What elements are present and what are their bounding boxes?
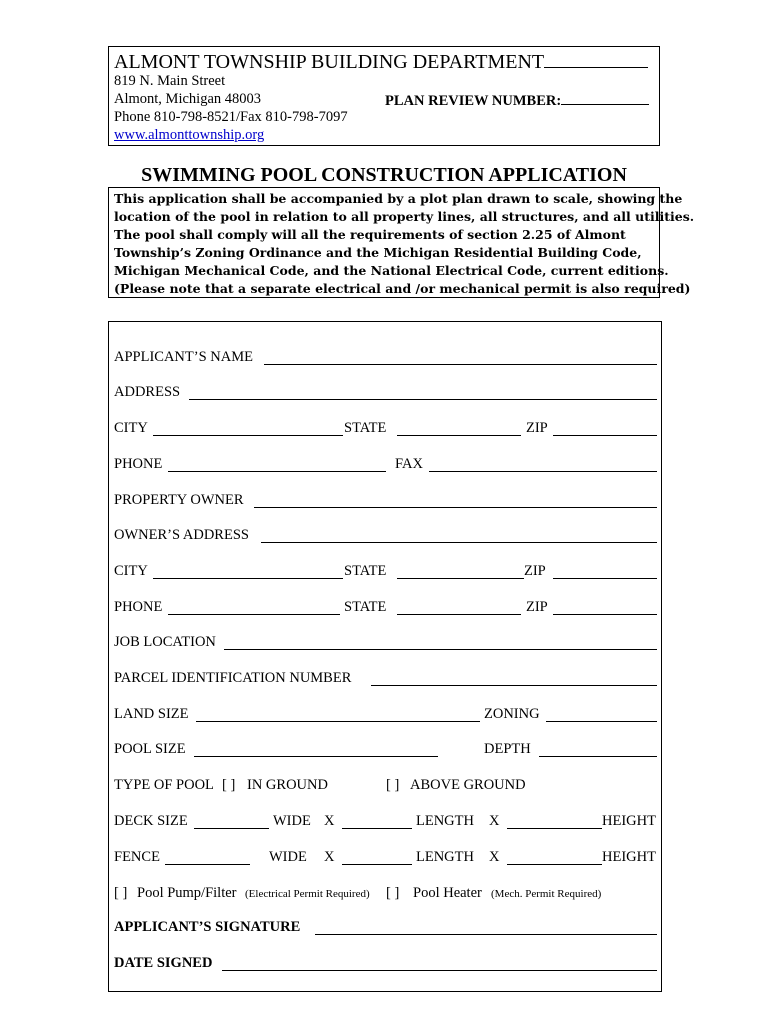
pool-heater-label: Pool Heater xyxy=(413,885,482,901)
pool-type-label: TYPE OF POOL xyxy=(114,777,214,793)
fence-label: FENCE xyxy=(114,849,160,865)
deck-length-field[interactable] xyxy=(342,828,412,829)
fence-x-2: X xyxy=(489,849,500,865)
instructions-line: (Please note that a separate electrical and /or mechanical permit is also required) xyxy=(114,281,691,296)
owners-address-field[interactable] xyxy=(261,542,657,543)
property-owner-row xyxy=(114,492,657,512)
owner-state-field-2[interactable] xyxy=(397,614,521,615)
plan-review-number xyxy=(385,91,649,110)
date-signed-label: DATE SIGNED xyxy=(114,955,213,971)
deck-x-1: X xyxy=(324,813,335,829)
owner-zip-field-2[interactable] xyxy=(553,614,657,615)
deck-height-field[interactable] xyxy=(507,828,602,829)
form-title: SWIMMING POOL CONSTRUCTION APPLICATION xyxy=(141,164,627,186)
instructions-box xyxy=(108,187,695,298)
deck-wide-label: WIDE xyxy=(273,813,311,829)
deck-x-2: X xyxy=(489,813,500,829)
city-field[interactable] xyxy=(153,435,343,436)
website-link[interactable]: www.almonttownship.org xyxy=(114,127,265,143)
phone-fax-row xyxy=(114,456,657,476)
job-location-row xyxy=(114,634,657,654)
pool-size-label: POOL SIZE xyxy=(114,741,186,757)
address-field[interactable] xyxy=(189,399,657,400)
applicant-name-field[interactable] xyxy=(264,364,657,365)
owner-city-state-zip-row xyxy=(114,563,657,583)
city-state-zip: Almont, Michigan 48003 xyxy=(114,91,262,107)
application-form xyxy=(108,321,662,992)
address-row xyxy=(114,384,657,404)
website xyxy=(114,127,264,144)
header-box xyxy=(108,46,660,146)
instructions-line: location of the pool in relation to all property lines, all structures, and all utilities. xyxy=(114,209,695,224)
zoning-label: ZONING xyxy=(484,706,540,722)
above-ground-checkbox[interactable]: [ ] xyxy=(386,777,400,793)
instructions-line: Township’s Zoning Ordinance and the Michigan Residential Building Code, xyxy=(114,245,642,260)
parcel-id-field[interactable] xyxy=(371,685,657,686)
fax-label: FAX xyxy=(395,456,423,472)
phone-fax: Phone 810-798-8521/Fax 810-798-7097 xyxy=(114,109,348,125)
phone-label: PHONE xyxy=(114,456,163,472)
property-owner-field[interactable] xyxy=(254,507,657,508)
pool-size-field[interactable] xyxy=(194,756,438,757)
pool-size-row xyxy=(114,741,657,761)
job-location-label: JOB LOCATION xyxy=(114,634,216,650)
applicant-name-label: APPLICANT’S NAME xyxy=(114,349,253,365)
deck-length-label: LENGTH xyxy=(416,813,474,829)
plan-review-input-line[interactable] xyxy=(561,91,649,105)
owner-city-label: CITY xyxy=(114,563,148,579)
pool-heater-checkbox[interactable]: [ ] xyxy=(386,885,400,901)
state-field[interactable] xyxy=(397,435,521,436)
street-address: 819 N. Main Street xyxy=(114,73,226,89)
zip-label: ZIP xyxy=(526,420,548,436)
land-size-field[interactable] xyxy=(196,721,480,722)
land-size-row xyxy=(114,706,657,726)
address-label: ADDRESS xyxy=(114,384,181,400)
owners-address-row xyxy=(114,527,657,547)
signature-label: APPLICANT’S SIGNATURE xyxy=(114,919,301,935)
date-signed-row xyxy=(114,955,657,975)
owner-phone-label: PHONE xyxy=(114,599,163,615)
property-owner-label: PROPERTY OWNER xyxy=(114,492,244,508)
city-state-zip-row xyxy=(114,420,657,440)
signature-field[interactable] xyxy=(315,934,657,935)
fence-height-label: HEIGHT xyxy=(602,849,656,865)
deck-size-label: DECK SIZE xyxy=(114,813,188,829)
land-size-label: LAND SIZE xyxy=(114,706,189,722)
department-title xyxy=(114,50,648,74)
job-location-field[interactable] xyxy=(224,649,657,650)
department-name: ALMONT TOWNSHIP BUILDING DEPARTMENT xyxy=(114,51,545,73)
fence-length-field[interactable] xyxy=(342,864,412,865)
depth-field[interactable] xyxy=(539,756,657,757)
owner-city-field[interactable] xyxy=(153,578,343,579)
parcel-id-label: PARCEL IDENTIFICATION NUMBER xyxy=(114,670,352,686)
fence-wide-label: WIDE xyxy=(269,849,307,865)
zoning-field[interactable] xyxy=(546,721,657,722)
owner-state-label: STATE xyxy=(344,563,387,579)
pool-pump-label: Pool Pump/Filter xyxy=(137,885,237,901)
state-label: STATE xyxy=(344,420,387,436)
fence-row xyxy=(114,849,657,869)
depth-label: DEPTH xyxy=(484,741,531,757)
parcel-id-row xyxy=(114,670,657,690)
in-ground-label: IN GROUND xyxy=(247,777,328,793)
owner-state-label-2: STATE xyxy=(344,599,387,615)
date-signed-field[interactable] xyxy=(222,970,657,971)
pool-pump-checkbox[interactable]: [ ] xyxy=(114,885,128,901)
city-label: CITY xyxy=(114,420,148,436)
equipment-row xyxy=(114,885,657,905)
owner-state-field[interactable] xyxy=(397,578,524,579)
owner-phone-row xyxy=(114,599,657,619)
owner-phone-field[interactable] xyxy=(168,614,340,615)
owner-zip-field[interactable] xyxy=(553,578,657,579)
instructions-line: Michigan Mechanical Code, and the National Electrical Code, current editions. xyxy=(114,263,669,278)
pool-heater-note: (Mech. Permit Required) xyxy=(491,888,602,900)
owners-address-label: OWNER’S ADDRESS xyxy=(114,527,249,543)
pool-type-row xyxy=(114,777,657,797)
fax-field[interactable] xyxy=(429,471,657,472)
owner-zip-label-2: ZIP xyxy=(526,599,548,615)
applicant-name-row xyxy=(114,349,657,369)
above-ground-label: ABOVE GROUND xyxy=(410,777,526,793)
deck-size-row xyxy=(114,813,657,833)
instructions-line: This application shall be accompanied by a plot plan drawn to scale, showing the xyxy=(114,191,683,206)
owner-zip-label: ZIP xyxy=(524,563,546,579)
deck-height-label: HEIGHT xyxy=(602,813,656,829)
zip-field[interactable] xyxy=(553,435,657,436)
fence-length-label: LENGTH xyxy=(416,849,474,865)
phone-field[interactable] xyxy=(168,471,386,472)
plan-review-label: PLAN REVIEW NUMBER: xyxy=(385,93,562,109)
department-underline xyxy=(544,50,648,68)
in-ground-checkbox[interactable]: [ ] xyxy=(222,777,236,793)
instructions-line: The pool shall comply will all the requirements of section 2.25 of Almont xyxy=(114,227,626,242)
fence-field[interactable] xyxy=(165,864,250,865)
fence-x-1: X xyxy=(324,849,335,865)
fence-height-field[interactable] xyxy=(507,864,602,865)
pool-pump-note: (Electrical Permit Required) xyxy=(245,888,370,900)
deck-size-field[interactable] xyxy=(194,828,269,829)
signature-row xyxy=(114,919,657,939)
